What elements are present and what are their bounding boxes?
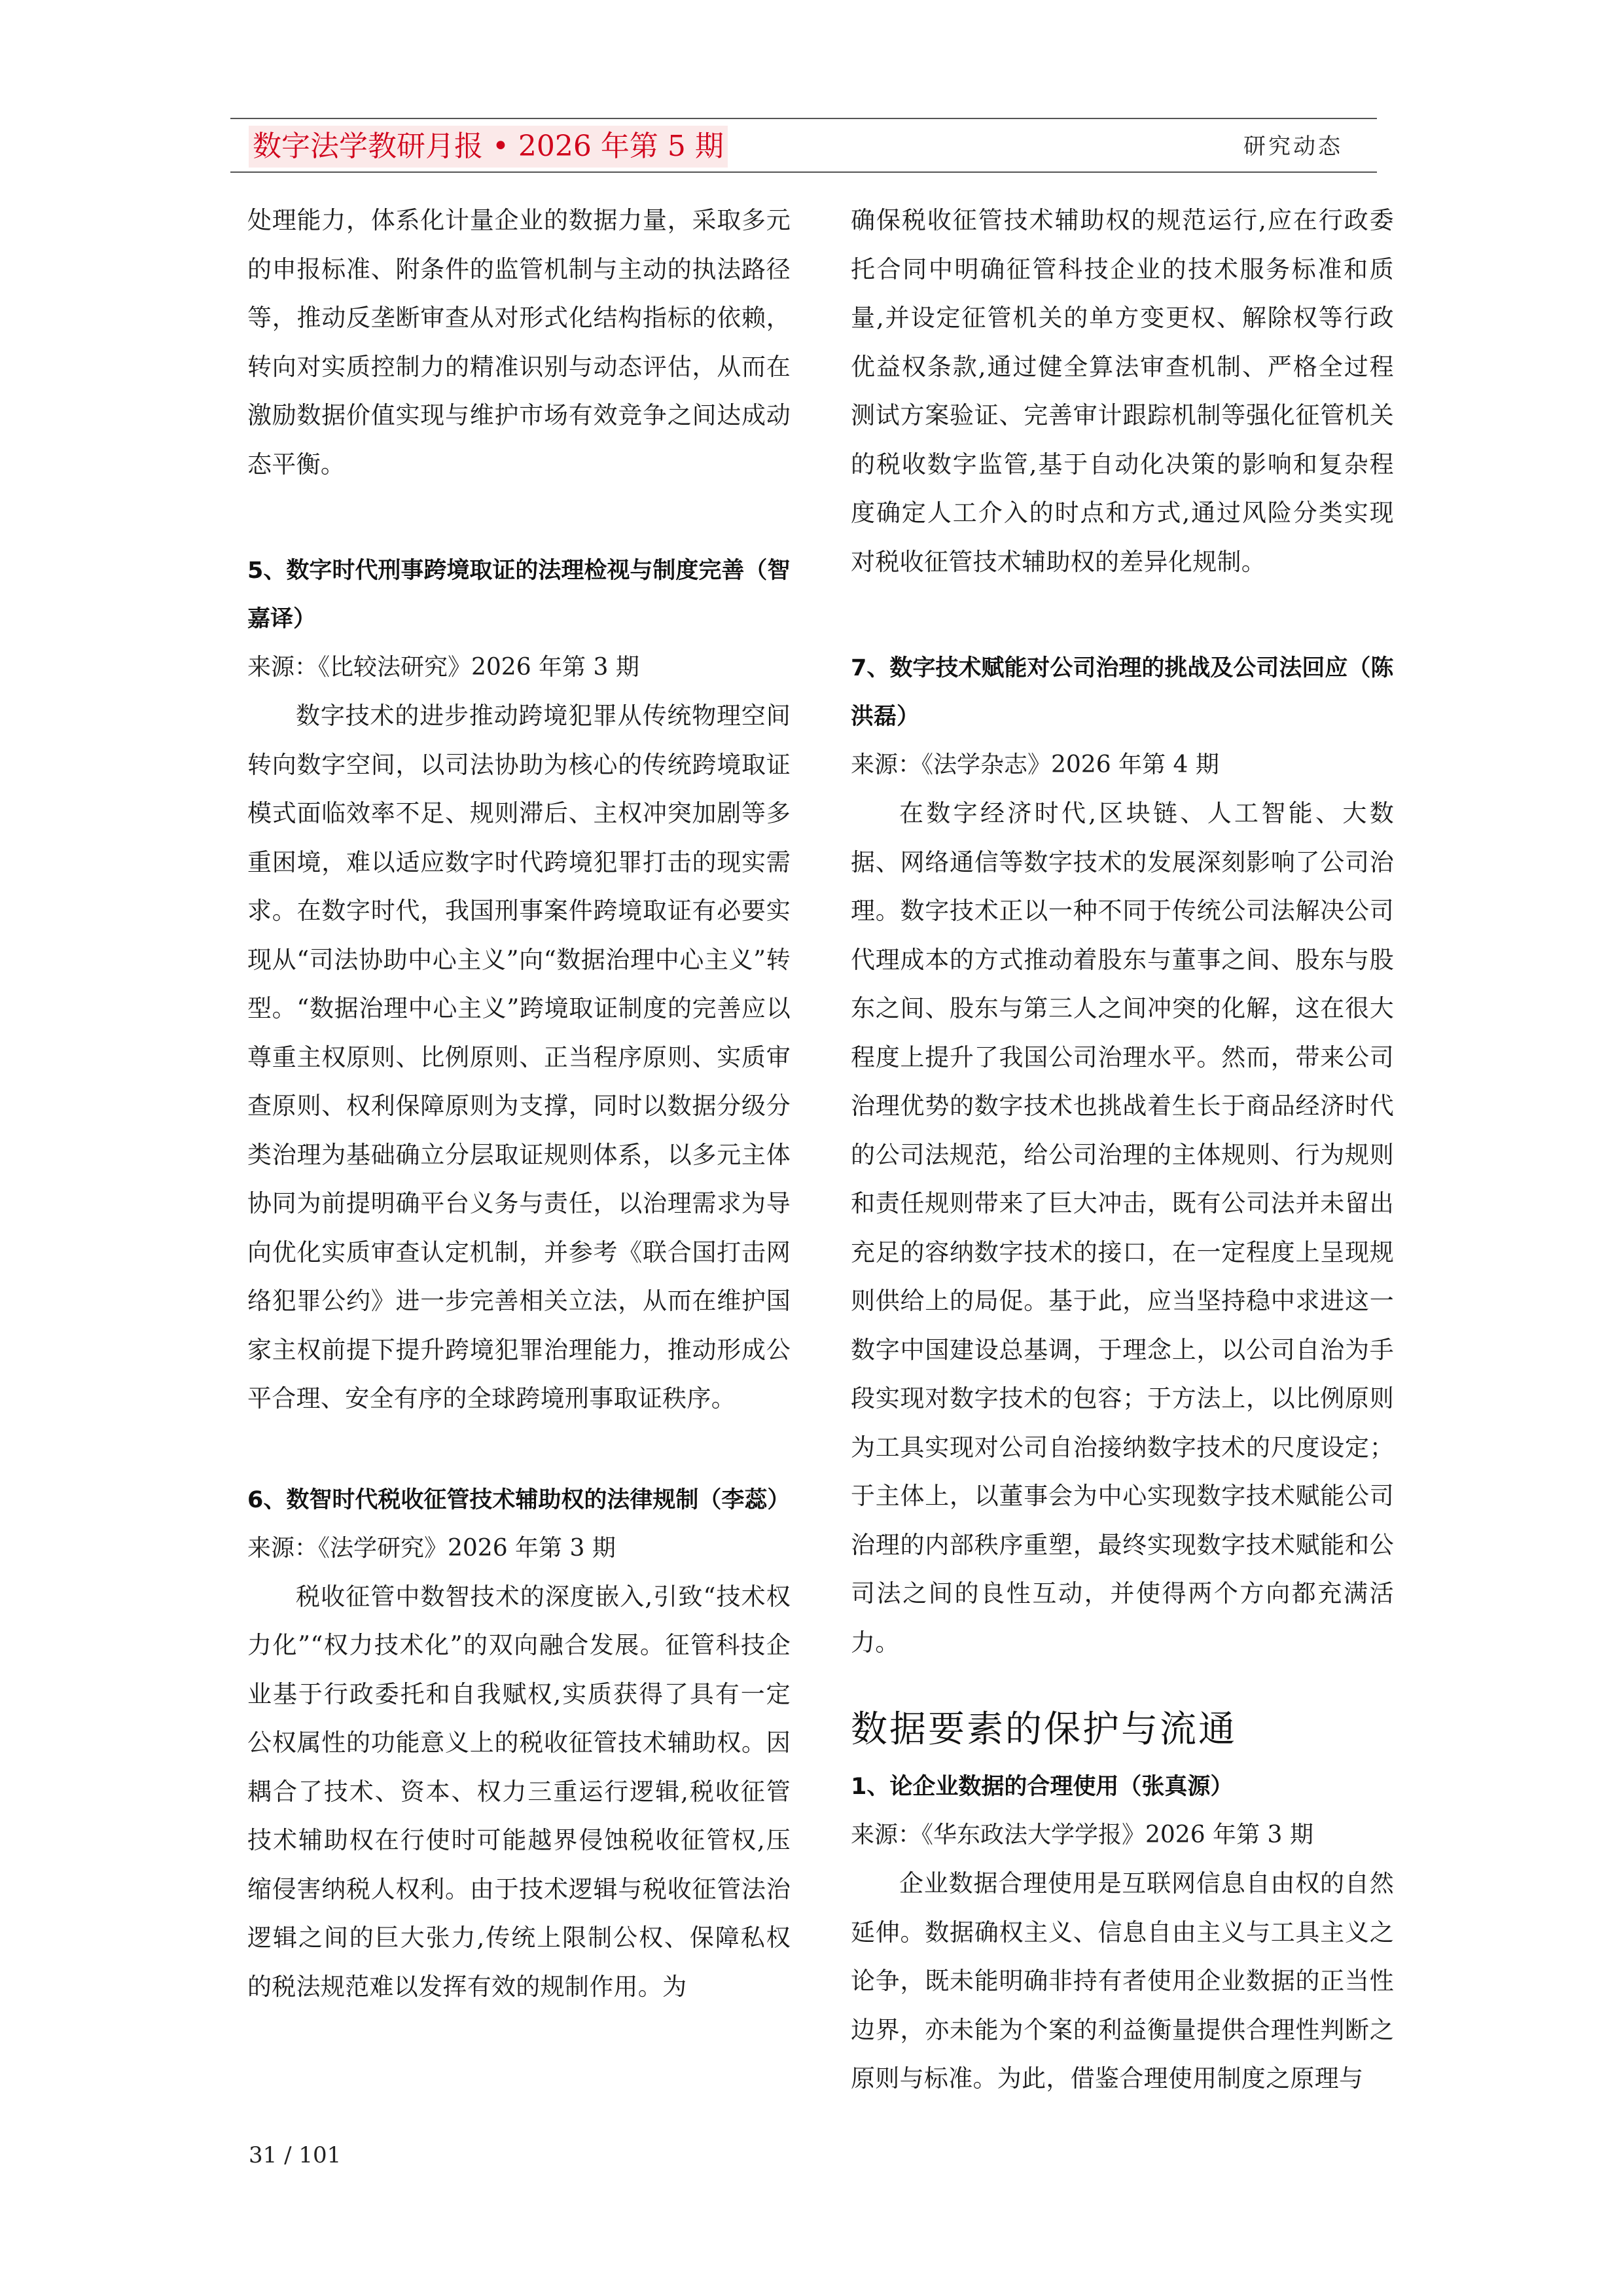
article-title-6: 6、数智时代税收征管技术辅助权的法律规制（李蕊） [247,1486,791,1513]
article-source-7: 来源：《法学杂志》2026 年第 4 期 [851,751,1219,778]
article-abstract-6: 税收征管中数智技术的深度嵌入,引致“技术权力化”“权力技术化”的双向融合发展。征管科技企业基于行政委托和自我赋权,实质获得了具有一定公权属性的功能意义上的税收征管技术辅助权。因耦合了技术、资本、权力三重运行逻辑,税收征管技术辅助权在行使时可能越界侵蚀税收征管权,压缩侵害纳税人权利。由于技术逻辑与税收征管法治逻辑之间的巨大张力,传统上限制公权、保障私权的税法规范难以发挥有效的规制作用。为 [247,1582,791,2001]
continuation-paragraph: 处理能力，体系化计量企业的数据力量，采取多元的申报标准、附条件的监管机制与主动的执法路径等，推动反垄断审查从对形式化结构指标的依赖，转向对实质控制力的精准识别与动态评估，从而在激励数据价值实现与维护市场有效竞争之间达成动态平衡。 [247,206,791,478]
article-source-data-1: 来源：《华东政法大学学报》2026 年第 3 期 [851,1821,1313,1848]
article-title-data-1: 1、论企业数据的合理使用（张真源） [851,1774,1234,1800]
continuation-paragraph: 确保税收征管技术辅助权的规范运行,应在行政委托合同中明确征管科技企业的技术服务标准和质量,并设定征管机关的单方变更权、解除权等行政优益权条款,通过健全算法审查机制、严格全过程测试方案验证、完善审计跟踪机制等强化征管机关的税收数字监管,基于自动化决策的影响和复杂程度确定人工介入的时点和方式,通过风险分类实现对税收征管技术辅助权的差异化规制。 [851,206,1394,576]
article-source-5: 来源：《比较法研究》2026 年第 3 期 [247,654,639,681]
right-column [851,196,1394,2104]
page-number: 31 / 101 [249,2142,342,2168]
header-rule-bottom [230,171,1377,173]
journal-title: 数字法学教研月报 • 2026 年第 5 期 [249,126,728,168]
article-abstract-5: 数字技术的进步推动跨境犯罪从传统物理空间转向数字空间，以司法协助为核心的传统跨境取证模式面临效率不足、规则滞后、主权冲突加剧等多重困境，难以适应数字时代跨境犯罪打击的现实需求。在数字时代，我国刑事案件跨境取证有必要实现从“司法协助中心主义”向“数据治理中心主义”转型。“数据治理中心主义”跨境取证制度的完善应以尊重主权原则、比例原则、正当程序原则、实质审查原则、权利保障原则为支撑，同时以数据分级分类治理为基础确立分层取证规则体系，以多元主体协同为前提明确平台义务与责任，以治理需求为导向优化实质审查认定机制，并参考《联合国打击网络犯罪公约》进一步完善相关立法，从而在维护国家主权前提下提升跨境犯罪治理能力，推动形成公平合理、安全有序的全球跨境刑事取证秩序。 [247,702,791,1412]
article-source-6: 来源：《法学研究》2026 年第 3 期 [247,1534,616,1562]
article-abstract-7: 在数字经济时代,区块链、人工智能、大数据、网络通信等数字技术的发展深刻影响了公司治理。数字技术正以一种不同于传统公司法解决公司代理成本的方式推动着股东与董事之间、股东与股东之间、股东与第三人之间冲突的化解，这在很大程度上提升了我国公司治理水平。然而，带来公司治理优势的数字技术也挑战着生长于商品经济时代的公司法规范，给公司治理的主体规则、行为规则和责任规则带来了巨大冲击，既有公司法并未留出充足的容纳数字技术的接口，在一定程度上呈现规则供给上的局促。基于此，应当坚持稳中求进这一数字中国建设总基调，于理念上，以公司自治为手段实现对数字技术的包容；于方法上，以比例原则为工具实现对公司自治接纳数字技术的尺度设定；于主体上，以董事会为中心实现数字技术赋能公司治理的内部秩序重塑，最终实现数字技术赋能和公司法之间的良性互动，并使得两个方向都充满活力。 [851,799,1394,1657]
article-abstract-data-1: 企业数据合理使用是互联网信息自由权的自然延伸。数据确权主义、信息自由主义与工具主义之论争，既未能明确非持有者使用企业数据的正当性边界，亦未能为个案的利益衡量提供合理性判断之原则与标准。为此，借鉴合理使用制度之原理与 [851,1869,1394,2092]
header-rule-top [230,118,1377,119]
left-column [247,196,791,2011]
article-title-7: 7、数字技术赋能对公司治理的挑战及公司法回应（陈洪磊） [851,655,1394,730]
section-heading: 数据要素的保护与流通 [851,1708,1237,1751]
section-label: 研究动态 [1243,134,1343,160]
article-title-5: 5、数字时代刑事跨境取证的法理检视与制度完善（智嘉译） [247,558,791,632]
